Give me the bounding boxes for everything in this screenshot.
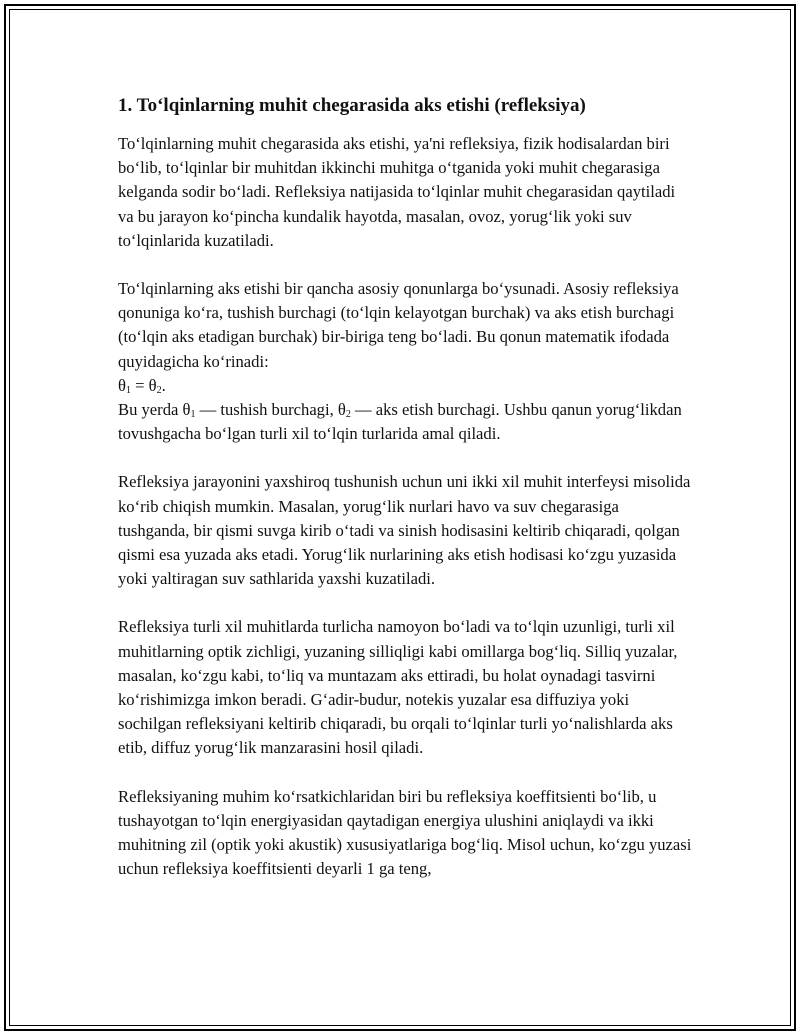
formula-sub-2: 2: [156, 384, 162, 396]
paragraph-2: [118, 277, 693, 446]
paragraph-4: Refleksiya turli xil muhitlarda turlicha namoyon bo‘ladi va to‘lqin uzunligi, turli xil muhitlarning optik zichligi, yuzaning silliqligi kabi omillarga bog‘liq. Silliq yuzalar, masalan, ko‘zgu kabi, to‘liq va muntazam aks ettiradi, bu holat oynadagi tasvirni ko‘rishimizga imkon beradi. G‘adir-budur, notekis yuzalar esa diffuziya yoki sochilgan refleksiyani keltirib chiqaradi, bu orqali to‘lqinlar turli yo‘nalishlarda aks etib, diffuz yorug‘lik manzarasini hosil qiladi.: [118, 617, 678, 758]
note-theta-2: θ: [337, 400, 346, 420]
formula-explanation: [118, 398, 693, 446]
note-theta-1: θ: [182, 400, 191, 420]
formula-theta-1: θ: [118, 375, 126, 395]
formula-equal-angles: [118, 374, 693, 398]
formula-end: .: [161, 375, 166, 395]
note-mid: — tushish burchagi,: [195, 400, 338, 420]
formula-theta-2: θ: [148, 375, 157, 395]
paragraph-2-intro: To‘lqinlarning aks etishi bir qancha asosiy qonunlarga bo‘ysunadi. Asosiy refleksiya qonuniga ko‘ra, tushish burchagi (to‘lqin kelayotgan burchak) va aks etish burchagi (to‘lqin aks etadigan burchak) bir-biriga teng bo‘ladi. Bu qonun matematik ifodada quyidagicha ko‘rinadi:: [118, 279, 679, 371]
document-body: [118, 94, 693, 905]
note-sub-1: 1: [190, 409, 196, 421]
note-rest: — aks etish burchagi. Ushbu qanun yorug‘likdan tovushgacha bo‘lgan turli xil to‘lqin turlarida amal qiladi.: [118, 400, 682, 444]
formula-sub-1: 1: [125, 384, 131, 396]
note-sub-2: 2: [345, 409, 351, 421]
paragraph-3: Refleksiya jarayonini yaxshiroq tushunish uchun uni ikki xil muhit interfeysi misolida ko‘rib chiqish mumkin. Masalan, yorug‘lik nurlari havo va suv chegarasiga tushganda, bir qismi suvga kirib o‘tadi va sinish hodisasini keltirib chiqaradi, qolgan qismi esa yuzada aks etadi. Yorug‘lik nurlarining aks etish hodisasi ko‘zgu yuzasida yoki yaltiragan suv sathlarida yaxshi kuzatiladi.: [118, 472, 691, 589]
formula-equals: =: [130, 375, 149, 395]
note-prefix: Bu yerda: [118, 400, 183, 420]
paragraph-1: To‘lqinlarning muhit chegarasida aks etishi, ya'ni refleksiya, fizik hodisalardan biri bo‘lib, to‘lqinlar bir muhitdan ikkinchi muhitga o‘tganida yoki muhit chegarasiga kelganda sodir bo‘ladi. Refleksiya natijasida to‘lqinlar muhit chegarasidan qaytiladi va bu jarayon ko‘pincha kundalik hayotda, masalan, ovoz, yorug‘lik yoki suv to‘lqinlarida kuzatiladi.: [118, 134, 676, 250]
paragraph-5: Refleksiyaning muhim ko‘rsatkichlaridan biri bu refleksiya koeffitsienti bo‘lib, u tushayotgan to‘lqin energiyasidan qaytadigan energiya ulushini aniqlaydi va ikki muhitning zil (optik yoki akustik) xususiyatlariga bog‘liq. Misol uchun, ko‘zgu yuzasi uchun refleksiya koeffitsienti deyarli 1 ga teng,: [118, 786, 692, 879]
section-heading: 1. To‘lqinlarning muhit chegarasida aks etishi (refleksiya): [118, 95, 586, 116]
